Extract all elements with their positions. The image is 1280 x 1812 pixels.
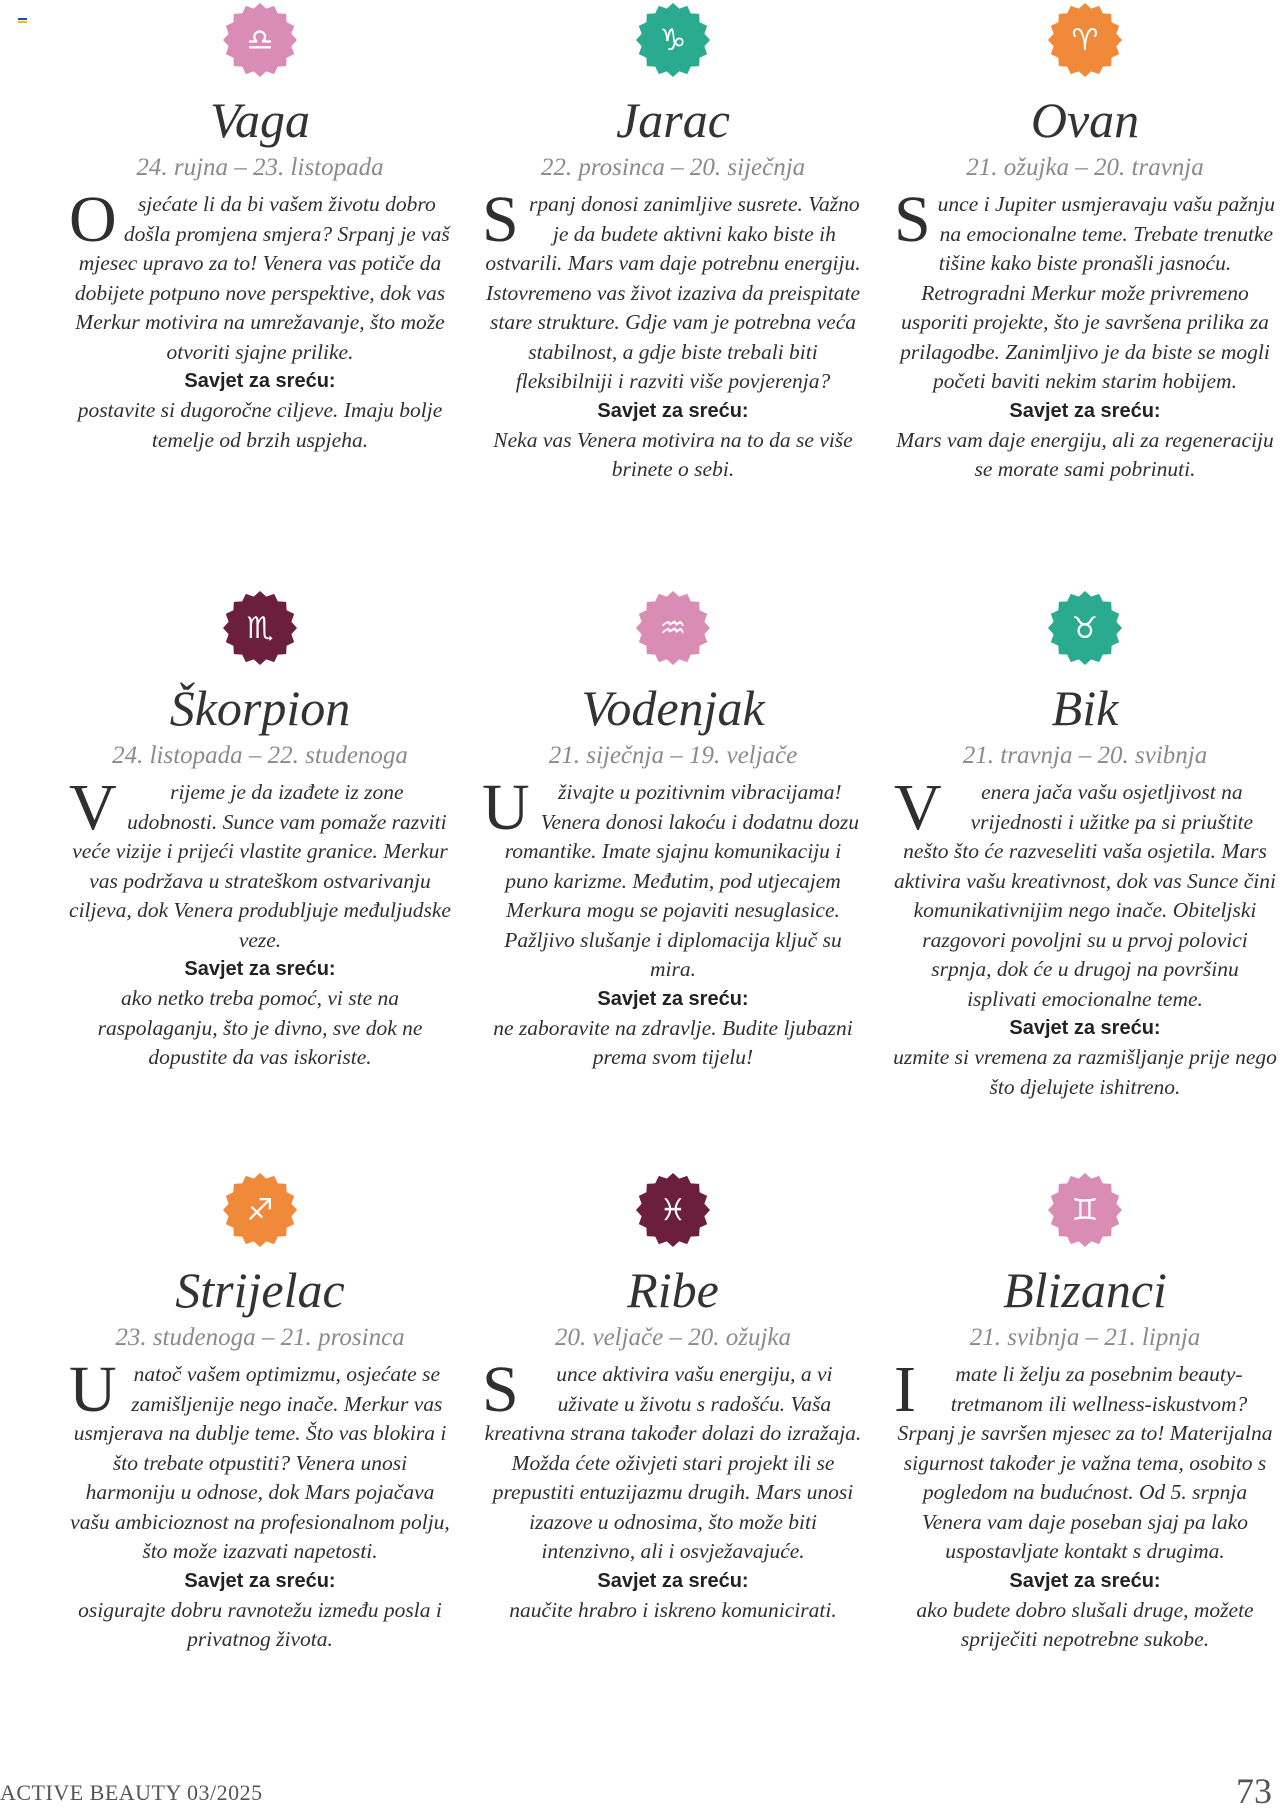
luck-tip-text: postavite si dugoročne ciljeve. Imaju bolje temelje od brzih uspjeha. xyxy=(77,398,443,452)
horoscope-text xyxy=(65,1353,455,1567)
luck-tip-label: Savjet za sreću: xyxy=(1009,399,1161,422)
horoscope-text xyxy=(890,1353,1280,1567)
horoscope-text xyxy=(890,183,1280,397)
horoscope-body: sjećate li da bi vašem životu dobro došla promjena smjera? Srpanj je vaš mjesec upravo za to! Venera vas potiče da dobijete potpuno nove perspektive, dok vas Merkur motivira na umrežavanje, što može otvoriti sjajne prilike. xyxy=(74,192,450,364)
sign-name: Vaga xyxy=(210,92,310,148)
luck-tip-label: Savjet za sreću: xyxy=(597,1569,749,1592)
sign-dates: 21. ožujka – 20. travnja xyxy=(966,154,1204,181)
horoscope-text xyxy=(478,183,868,397)
zodiac-symbol: ♎ xyxy=(246,23,274,58)
drop-cap: U xyxy=(69,1353,117,1426)
capricorn-icon xyxy=(635,2,711,78)
horoscope-body: unce i Jupiter usmjeravaju vašu pažnju na emocionalne teme. Trebate trenutke tišine kako biste pronašli jasnoću. Retrogradni Merkur može privremeno usporiti projekte, što je savršena prilika za prilagodbe. Zanimljivo je da biste se mogli početi baviti nekim starim hobijem. xyxy=(900,192,1276,393)
drop-cap: S xyxy=(482,183,519,256)
luck-tip-text: uzmite si vremena za razmišljanje prije nego što djelujete ishitreno. xyxy=(893,1045,1277,1099)
aquarius-icon xyxy=(635,590,711,666)
horoscope-body: unce aktivira vašu energiju, a vi uživate u životu s radošću. Vaša kreativna strana također dolazi do izražaja. Možda ćete oživjeti stari projekt ili se prepustiti entuzijazmu drugih. Mars unosi izazove u odnosima, što može biti intenzivno, ali i osvježavajuće. xyxy=(484,1362,862,1563)
horoscope-card xyxy=(478,1172,868,1625)
sign-dates: 21. siječnja – 19. veljače xyxy=(548,742,798,769)
sagittarius-icon xyxy=(222,1172,298,1248)
zodiac-symbol: ♑ xyxy=(659,23,687,58)
sign-dates: 22. prosinca – 20. siječnja xyxy=(540,154,806,181)
taurus-icon xyxy=(1047,590,1123,666)
drop-cap: U xyxy=(482,771,530,844)
sign-name: Škorpion xyxy=(169,680,351,736)
luck-tip-label: Savjet za sreću: xyxy=(597,399,749,422)
drop-cap: V xyxy=(69,771,117,844)
sign-name: Bik xyxy=(1051,680,1119,736)
drop-cap: S xyxy=(894,183,931,256)
horoscope-card xyxy=(890,1172,1280,1655)
scorpio-icon xyxy=(222,590,298,666)
zodiac-symbol: ♐ xyxy=(246,1193,274,1228)
sign-name: Blizanci xyxy=(1003,1262,1167,1318)
luck-tip-text: Neka vas Venera motivira na to da se više brinete o sebi. xyxy=(493,427,853,481)
zodiac-symbol: ♓ xyxy=(659,1193,687,1228)
sign-dates: 20. veljače – 20. ožujka xyxy=(554,1324,792,1351)
zodiac-symbol: ♉ xyxy=(1071,611,1099,646)
zodiac-symbol: ♊ xyxy=(1071,1193,1099,1228)
zodiac-symbol: ♏ xyxy=(246,611,274,646)
horoscope-card xyxy=(65,2,455,455)
sign-name: Ribe xyxy=(627,1262,719,1318)
luck-tip-label: Savjet za sreću: xyxy=(184,370,336,392)
horoscope-card xyxy=(890,590,1280,1102)
aries-icon xyxy=(1047,2,1123,78)
horoscope-text xyxy=(478,771,868,985)
page-number: 73 xyxy=(1236,1771,1272,1811)
horoscope-text xyxy=(890,771,1280,1014)
drop-cap: S xyxy=(482,1353,519,1426)
sign-name: Strijelac xyxy=(175,1262,345,1318)
sign-dates: 21. svibnja – 21. lipnja xyxy=(969,1324,1201,1351)
gemini-icon xyxy=(1047,1172,1123,1248)
libra-icon xyxy=(222,2,298,78)
luck-tip-label: Savjet za sreću: xyxy=(184,1569,336,1592)
sign-name: Vodenjak xyxy=(581,680,765,736)
drop-cap: O xyxy=(69,183,117,256)
horoscope-body: rpanj donosi zanimljive susrete. Važno je da budete aktivni kako biste ih ostvarili. Mars vam daje potrebnu energiju. Istovremeno vas život izaziva da preispitate stare strukture. Gdje vam je potrebna veća stabilnost, a gdje biste trebali biti fleksibilniji i razviti više povjerenja? xyxy=(485,192,861,393)
sign-dates: 21. travnja – 20. svibnja xyxy=(962,742,1208,769)
zodiac-symbol: ♈ xyxy=(1071,23,1099,58)
luck-tip-label: Savjet za sreću: xyxy=(1009,1569,1161,1592)
sign-dates: 24. rujna – 23. listopada xyxy=(136,154,384,181)
horoscope-body: mate li želju za posebnim beauty-tretmanom ili wellness-iskustvom? Srpanj je savršen mjesec za to! Materijalna sigurnost također je važna tema, osobito s pogledom na budućnost. Od 5. srpnja Venera vam daje poseban sjaj pa lako uspostavljate kontakt s drugima. xyxy=(897,1362,1273,1563)
drop-cap: V xyxy=(894,771,942,844)
luck-tip-text: naučite hrabro i iskreno komunicirati. xyxy=(509,1597,837,1622)
luck-tip-text: ako budete dobro slušali druge, možete spriječiti nepotrebne sukobe. xyxy=(916,1597,1254,1651)
horoscope-text xyxy=(478,1353,868,1567)
luck-tip-label: Savjet za sreću: xyxy=(597,987,749,1010)
horoscope-body: živajte u pozitivnim vibracijama! Venera donosi lakoću i dodatnu dozu romantike. Imate sjajnu komunikaciju i puno karizme. Međutim, pod utjecajem Merkura mogu se pojaviti nesuglasice. Pažljivo slušanje i diplomacija ključ su mira. xyxy=(504,780,859,981)
horoscope-card xyxy=(478,2,868,485)
pisces-icon xyxy=(635,1172,711,1248)
luck-tip-text: osigurajte dobru ravnotežu između posla i privatnog života. xyxy=(78,1597,442,1651)
sign-dates: 24. listopada – 22. studenoga xyxy=(112,742,408,769)
horoscope-body: natoč vašem optimizmu, osjećate se zamišljenije nego inače. Merkur vas usmjerava na dublje teme. Što vas blokira i što trebate otpustiti? Venera unosi harmoniju u odnose, dok Mars pojačava vašu ambicioznost na profesionalnom polju, što može izazvati napetosti. xyxy=(70,1362,450,1563)
horoscope-card xyxy=(65,1172,455,1655)
flag-icon xyxy=(18,18,27,25)
horoscope-card xyxy=(890,2,1280,485)
horoscope-card xyxy=(65,590,455,1073)
drop-cap: I xyxy=(894,1353,916,1426)
horoscope-text xyxy=(65,771,455,955)
luck-tip-label: Savjet za sreću: xyxy=(184,958,336,980)
luck-tip-text: Mars vam daje energiju, ali za regeneraciju se morate sami pobrinuti. xyxy=(896,427,1274,481)
horoscope-card xyxy=(478,590,868,1073)
sign-name: Jarac xyxy=(616,92,730,148)
horoscope-body: enera jača vašu osjetljivost na vrijednosti i užitke pa si priuštite nešto što će razveseliti vaša osjetila. Mars aktivira vašu kreativnost, dok vas Sunce čini komunikativnijim nego inače. Obiteljski razgovori povoljni su u prvoj polovici srpnja, dok će u drugoj na površinu isplivati emocionalne teme. xyxy=(894,780,1276,1011)
magazine-footer: ACTIVE BEAUTY 03/2025 xyxy=(0,1780,263,1805)
horoscope-text xyxy=(65,183,455,367)
luck-tip-text: ne zaboravite na zdravlje. Budite ljubazni prema svom tijelu! xyxy=(493,1015,853,1069)
luck-tip-text: ako netko treba pomoć, vi ste na raspolaganju, što je divno, sve dok ne dopustite da vas iskoriste. xyxy=(97,986,423,1069)
luck-tip-label: Savjet za sreću: xyxy=(1009,1017,1161,1039)
zodiac-symbol: ♒ xyxy=(659,611,687,646)
sign-name: Ovan xyxy=(1030,92,1140,148)
horoscope-body: rijeme je da izađete iz zone udobnosti. Sunce vam pomaže razviti veće vizije i prijeći vlastite granice. Merkur vas podržava u strateškom ostvarivanju ciljeva, dok Venera produbljuje međuljudske veze. xyxy=(69,780,451,952)
sign-dates: 23. studenoga – 21. prosinca xyxy=(115,1324,405,1351)
